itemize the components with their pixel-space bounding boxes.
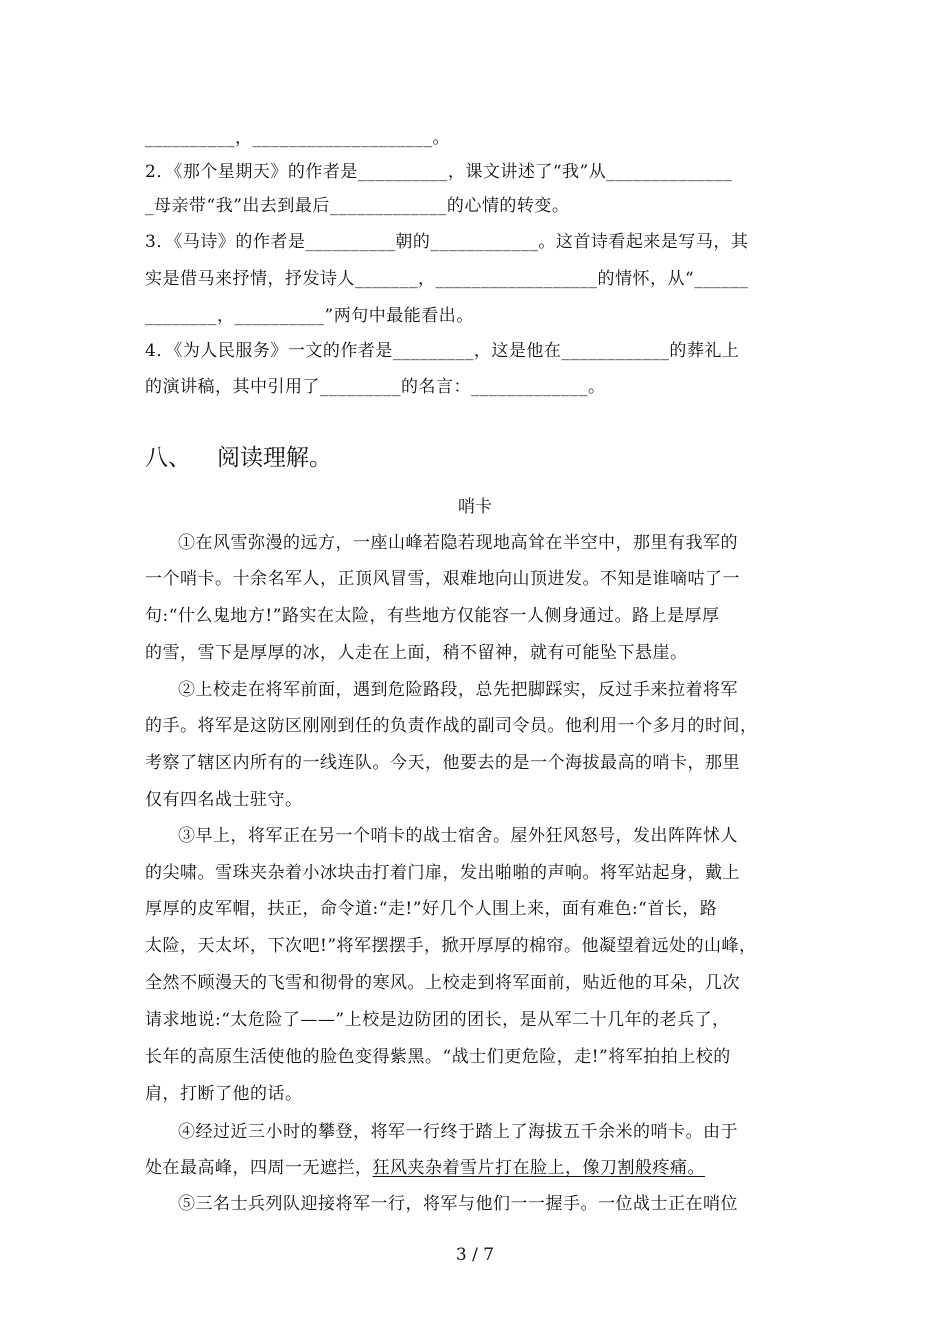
page-number: 3 / 7 [455,1245,495,1265]
passage-line: 请求地说:“太危险了——”上校是边防团的团长，是从军二十几年的老兵了， [145,1010,730,1030]
passage-line: 肩，打断了他的话。 [145,1084,303,1104]
question-2-line-2: _母亲带“我”出去到最后_____________的心情的转变。 [145,196,570,216]
section-title: 阅读理解。 [217,445,332,471]
passage-line: ③早上，将军正在另一个哨卡的战士宿舍。屋外狂风怒号，发出阵阵怵人 [178,826,738,846]
passage-line: 全然不顾漫天的飞雪和彻骨的寒风。上校走到将军面前，贴近他的耳朵，几次 [145,973,740,993]
section-number: 八、 [145,445,191,471]
question-2-line-1: 2．《那个星期天》的作者是__________，课文讲述了“我”从______________ [145,162,733,182]
passage-line: ④经过近三小时的攀登，将军一行终于踏上了海拔五千余米的哨卡。由于 [178,1122,738,1142]
underlined-sentence: 狂风夹杂着雪片打在脸上，像刀割般疼痛。 [372,1158,705,1178]
passage-line: 长年的高原生活使他的脸色变得紫黑。“战士们更危险，走!”将军拍拍上校的 [145,1047,731,1067]
question-3-line-1: 3．《马诗》的作者是__________朝的____________。这首诗看起来是写马，其 [145,232,749,252]
question-4-line-1: 4．《为人民服务》一文的作者是_________，这是他在____________的葬礼上 [145,341,740,361]
section-heading [145,443,332,473]
passage-line: 的雪，雪下是厚厚的冰，人走在上面，稍不留神，就有可能坠下悬崖。 [145,643,688,663]
passage-title: 哨卡 [458,497,492,517]
passage-line: 的尖啸。雪珠夹杂着小冰块击打着门扉，发出啪啪的声响。将军站起身，戴上 [145,863,740,883]
fill-blank-line: __________，____________________。 [145,128,450,148]
question-3-line-3: ________，__________”两句中最能看出。 [145,306,474,326]
passage-line: ①在风雪弥漫的远方，一座山峰若隐若现地高耸在半空中，那里有我军的 [178,533,738,553]
passage-line: 仅有四名战士驻守。 [145,790,303,810]
passage-line: 考察了辖区内所有的一线连队。今天，他要去的是一个海拔最高的哨卡，那里 [145,753,740,773]
passage-line: 的手。将军是这防区刚刚到任的负责作战的副司令员。他利用一个多月的时间， [145,716,758,736]
passage-line [145,1157,810,1179]
question-4-line-2: 的演讲稿，其中引用了_________的名言：_____________。 [145,377,606,397]
passage-text: 处在最高峰，四周一无遮拦， [145,1158,373,1178]
passage-line: 太险，天太坏，下次吧!”将军摆摆手，掀开厚厚的棉帘。他凝望着远处的山峰， [145,936,757,956]
passage-line: 厚厚的皮军帽，扶正，命令道:“走!”好几个人围上来，面有难色:“首长，路 [145,899,718,919]
passage-line: 句:“什么鬼地方!”路实在太险，有些地方仅能容一人侧身通过。路上是厚厚 [145,606,720,626]
passage-line: 一个哨卡。十余名军人，正顶风冒雪，艰难地向山顶进发。不知是谁嘀咕了一 [145,569,740,589]
passage-line: ⑤三名士兵列队迎接将军一行，将军与他们一一握手。一位战士正在哨位 [178,1194,738,1214]
passage-line: ②上校走在将军前面，遇到危险路段，总先把脚踩实，反过手来拉着将军 [178,680,738,700]
question-3-line-2: 实是借马来抒情，抒发诗人_______，__________________的情怀，从“______ [145,269,749,289]
